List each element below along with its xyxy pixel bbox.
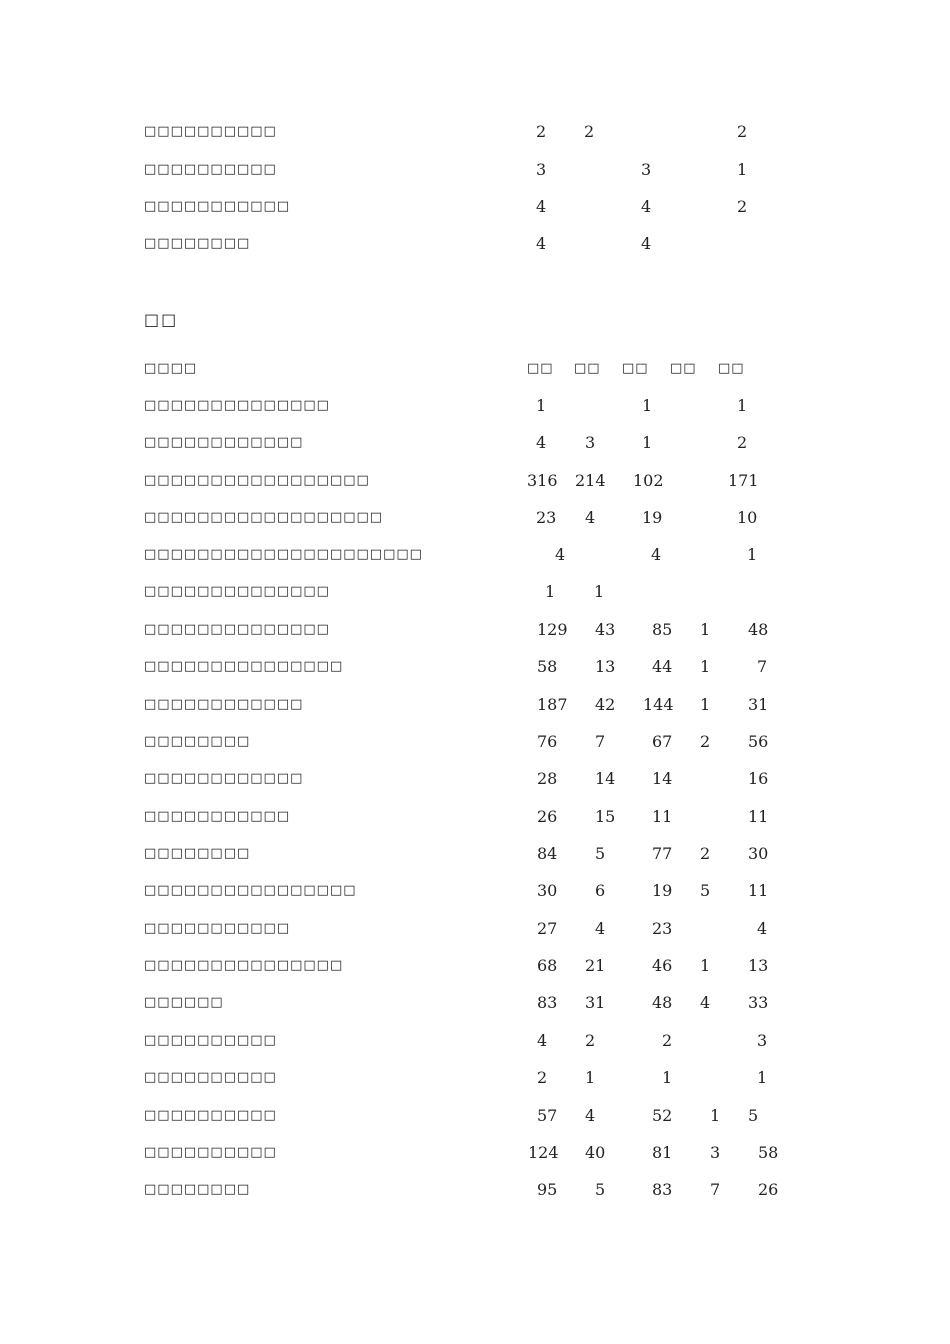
cell: 76: [537, 732, 558, 751]
cell: 95: [537, 1180, 558, 1199]
cell: 1: [700, 695, 711, 714]
cell: 52: [652, 1106, 673, 1125]
cell: 15: [595, 807, 616, 826]
cell: 102: [633, 471, 664, 490]
cell: 316: [527, 471, 558, 490]
cell: 46: [652, 956, 673, 975]
table-row: [0, 431, 950, 455]
row-label: □□□□□□□□□□□□: [144, 771, 304, 786]
table-row: [0, 506, 950, 530]
table-row: [0, 767, 950, 791]
cell: 3: [585, 433, 596, 452]
cell: 16: [748, 769, 769, 788]
cell: 58: [758, 1143, 779, 1162]
cell: 42: [595, 695, 616, 714]
cell: 214: [575, 471, 606, 490]
cell: 1: [747, 545, 758, 564]
cell: 11: [748, 881, 769, 900]
table-row: [0, 120, 950, 144]
cell: 77: [652, 844, 673, 863]
cell: 2: [536, 122, 547, 141]
cell: 129: [537, 620, 568, 639]
table-row: [0, 991, 950, 1015]
cell: 57: [537, 1106, 558, 1125]
table-row: [0, 232, 950, 256]
cell: 1: [710, 1106, 721, 1125]
header-label: □□□□: [144, 361, 198, 376]
cell: 4: [651, 545, 662, 564]
table-row: [0, 1066, 950, 1090]
row-label: □□□□□□□□□□□: [144, 921, 291, 936]
column-header: □□: [622, 361, 649, 376]
table-row: [0, 655, 950, 679]
table-row: [0, 543, 950, 567]
cell: 1: [536, 396, 547, 415]
cell: 81: [652, 1143, 673, 1162]
cell: 23: [536, 508, 557, 527]
cell: 1: [700, 620, 711, 639]
cell: 124: [528, 1143, 559, 1162]
cell: 3: [757, 1031, 768, 1050]
cell: 26: [758, 1180, 779, 1199]
column-header: □□: [574, 361, 601, 376]
column-header: □□: [670, 361, 697, 376]
table-row: [0, 195, 950, 219]
cell: 19: [652, 881, 673, 900]
cell: 2: [737, 197, 748, 216]
cell: 58: [537, 657, 558, 676]
cell: 2: [584, 122, 595, 141]
cell: 30: [748, 844, 769, 863]
row-label: □□□□□□: [144, 995, 224, 1010]
cell: 85: [652, 620, 673, 639]
cell: 1: [757, 1068, 768, 1087]
cell: 6: [595, 881, 606, 900]
cell: 11: [748, 807, 769, 826]
row-label: □□□□□□□□□□□□□□: [144, 622, 330, 637]
cell: 33: [748, 993, 769, 1012]
cell: 7: [710, 1180, 721, 1199]
cell: 5: [748, 1106, 759, 1125]
table-row: [0, 1178, 950, 1202]
cell: 13: [595, 657, 616, 676]
row-label: □□□□□□□□□□: [144, 124, 277, 139]
cell: 43: [595, 620, 616, 639]
cell: 7: [757, 657, 768, 676]
row-label: □□□□□□□□□□□□□□□□□□□□□: [144, 547, 423, 562]
row-label: □□□□□□□□□□□□□□□□□: [144, 473, 370, 488]
cell: 14: [652, 769, 673, 788]
cell: 10: [737, 508, 758, 527]
cell: 1: [737, 160, 748, 179]
row-label: □□□□□□□□□□□□□□□□□□: [144, 510, 384, 525]
cell: 5: [700, 881, 711, 900]
row-label: □□□□□□□□□□□□□□□□: [144, 883, 357, 898]
table-row: [0, 805, 950, 829]
row-label: □□□□□□□□□□□□□□: [144, 584, 330, 599]
cell: 4: [757, 919, 768, 938]
section-title: □□: [144, 310, 179, 329]
cell: 144: [643, 695, 674, 714]
row-label: □□□□□□□□□□□: [144, 199, 291, 214]
column-header: □□: [718, 361, 745, 376]
cell: 31: [748, 695, 769, 714]
row-label: □□□□□□□□□□: [144, 1108, 277, 1123]
cell: 2: [700, 844, 711, 863]
table-row: [0, 469, 950, 493]
cell: 68: [537, 956, 558, 975]
cell: 23: [652, 919, 673, 938]
row-label: □□□□□□□□□□: [144, 1033, 277, 1048]
cell: 1: [545, 582, 556, 601]
cell: 19: [642, 508, 663, 527]
cell: 1: [662, 1068, 673, 1087]
cell: 1: [700, 956, 711, 975]
row-label: □□□□□□□□: [144, 236, 251, 251]
column-header: □□: [527, 361, 554, 376]
cell: 27: [537, 919, 558, 938]
row-label: □□□□□□□□: [144, 846, 251, 861]
row-label: □□□□□□□□□□□□: [144, 435, 304, 450]
cell: 4: [536, 234, 547, 253]
cell: 30: [537, 881, 558, 900]
cell: 4: [585, 1106, 596, 1125]
cell: 11: [652, 807, 673, 826]
table-row: [0, 879, 950, 903]
table-row: [0, 618, 950, 642]
cell: 3: [710, 1143, 721, 1162]
cell: 1: [642, 396, 653, 415]
cell: 1: [594, 582, 605, 601]
cell: 3: [536, 160, 547, 179]
cell: 2: [537, 1068, 548, 1087]
cell: 48: [748, 620, 769, 639]
cell: 84: [537, 844, 558, 863]
cell: 4: [537, 1031, 548, 1050]
cell: 21: [585, 956, 606, 975]
table-row: [0, 158, 950, 182]
table-row: [0, 1104, 950, 1128]
table-row: [0, 730, 950, 754]
cell: 2: [585, 1031, 596, 1050]
row-label: □□□□□□□□: [144, 734, 251, 749]
cell: 28: [537, 769, 558, 788]
cell: 187: [537, 695, 568, 714]
cell: 83: [652, 1180, 673, 1199]
cell: 4: [595, 919, 606, 938]
cell: 5: [595, 844, 606, 863]
cell: 4: [641, 197, 652, 216]
cell: 48: [652, 993, 673, 1012]
cell: 40: [585, 1143, 606, 1162]
table-row: [0, 917, 950, 941]
row-label: □□□□□□□□□□□□: [144, 697, 304, 712]
cell: 1: [737, 396, 748, 415]
row-label: □□□□□□□□□□□□□□□: [144, 659, 344, 674]
cell: 14: [595, 769, 616, 788]
table-row: [0, 394, 950, 418]
row-label: □□□□□□□□□□: [144, 162, 277, 177]
cell: 2: [662, 1031, 673, 1050]
row-label: □□□□□□□□□□: [144, 1070, 277, 1085]
cell: 4: [585, 508, 596, 527]
row-label: □□□□□□□□□□: [144, 1145, 277, 1160]
cell: 4: [536, 197, 547, 216]
row-label: □□□□□□□□□□□: [144, 809, 291, 824]
cell: 4: [555, 545, 566, 564]
cell: 5: [595, 1180, 606, 1199]
cell: 3: [641, 160, 652, 179]
table-row: [0, 693, 950, 717]
cell: 26: [537, 807, 558, 826]
table-row: [0, 842, 950, 866]
cell: 2: [737, 433, 748, 452]
cell: 2: [737, 122, 748, 141]
cell: 7: [595, 732, 606, 751]
row-label: □□□□□□□□□□□□□□□: [144, 958, 344, 973]
cell: 4: [536, 433, 547, 452]
cell: 13: [748, 956, 769, 975]
cell: 56: [748, 732, 769, 751]
cell: 67: [652, 732, 673, 751]
row-label: □□□□□□□□: [144, 1182, 251, 1197]
cell: 2: [700, 732, 711, 751]
table-header: [0, 357, 950, 381]
table-row: [0, 954, 950, 978]
cell: 171: [728, 471, 759, 490]
cell: 1: [585, 1068, 596, 1087]
cell: 44: [652, 657, 673, 676]
cell: 83: [537, 993, 558, 1012]
table-row: [0, 1141, 950, 1165]
cell: 1: [642, 433, 653, 452]
table-row: [0, 580, 950, 604]
table-row: [0, 1029, 950, 1053]
cell: 4: [700, 993, 711, 1012]
cell: 31: [585, 993, 606, 1012]
row-label: □□□□□□□□□□□□□□: [144, 398, 330, 413]
cell: 4: [641, 234, 652, 253]
cell: 1: [700, 657, 711, 676]
